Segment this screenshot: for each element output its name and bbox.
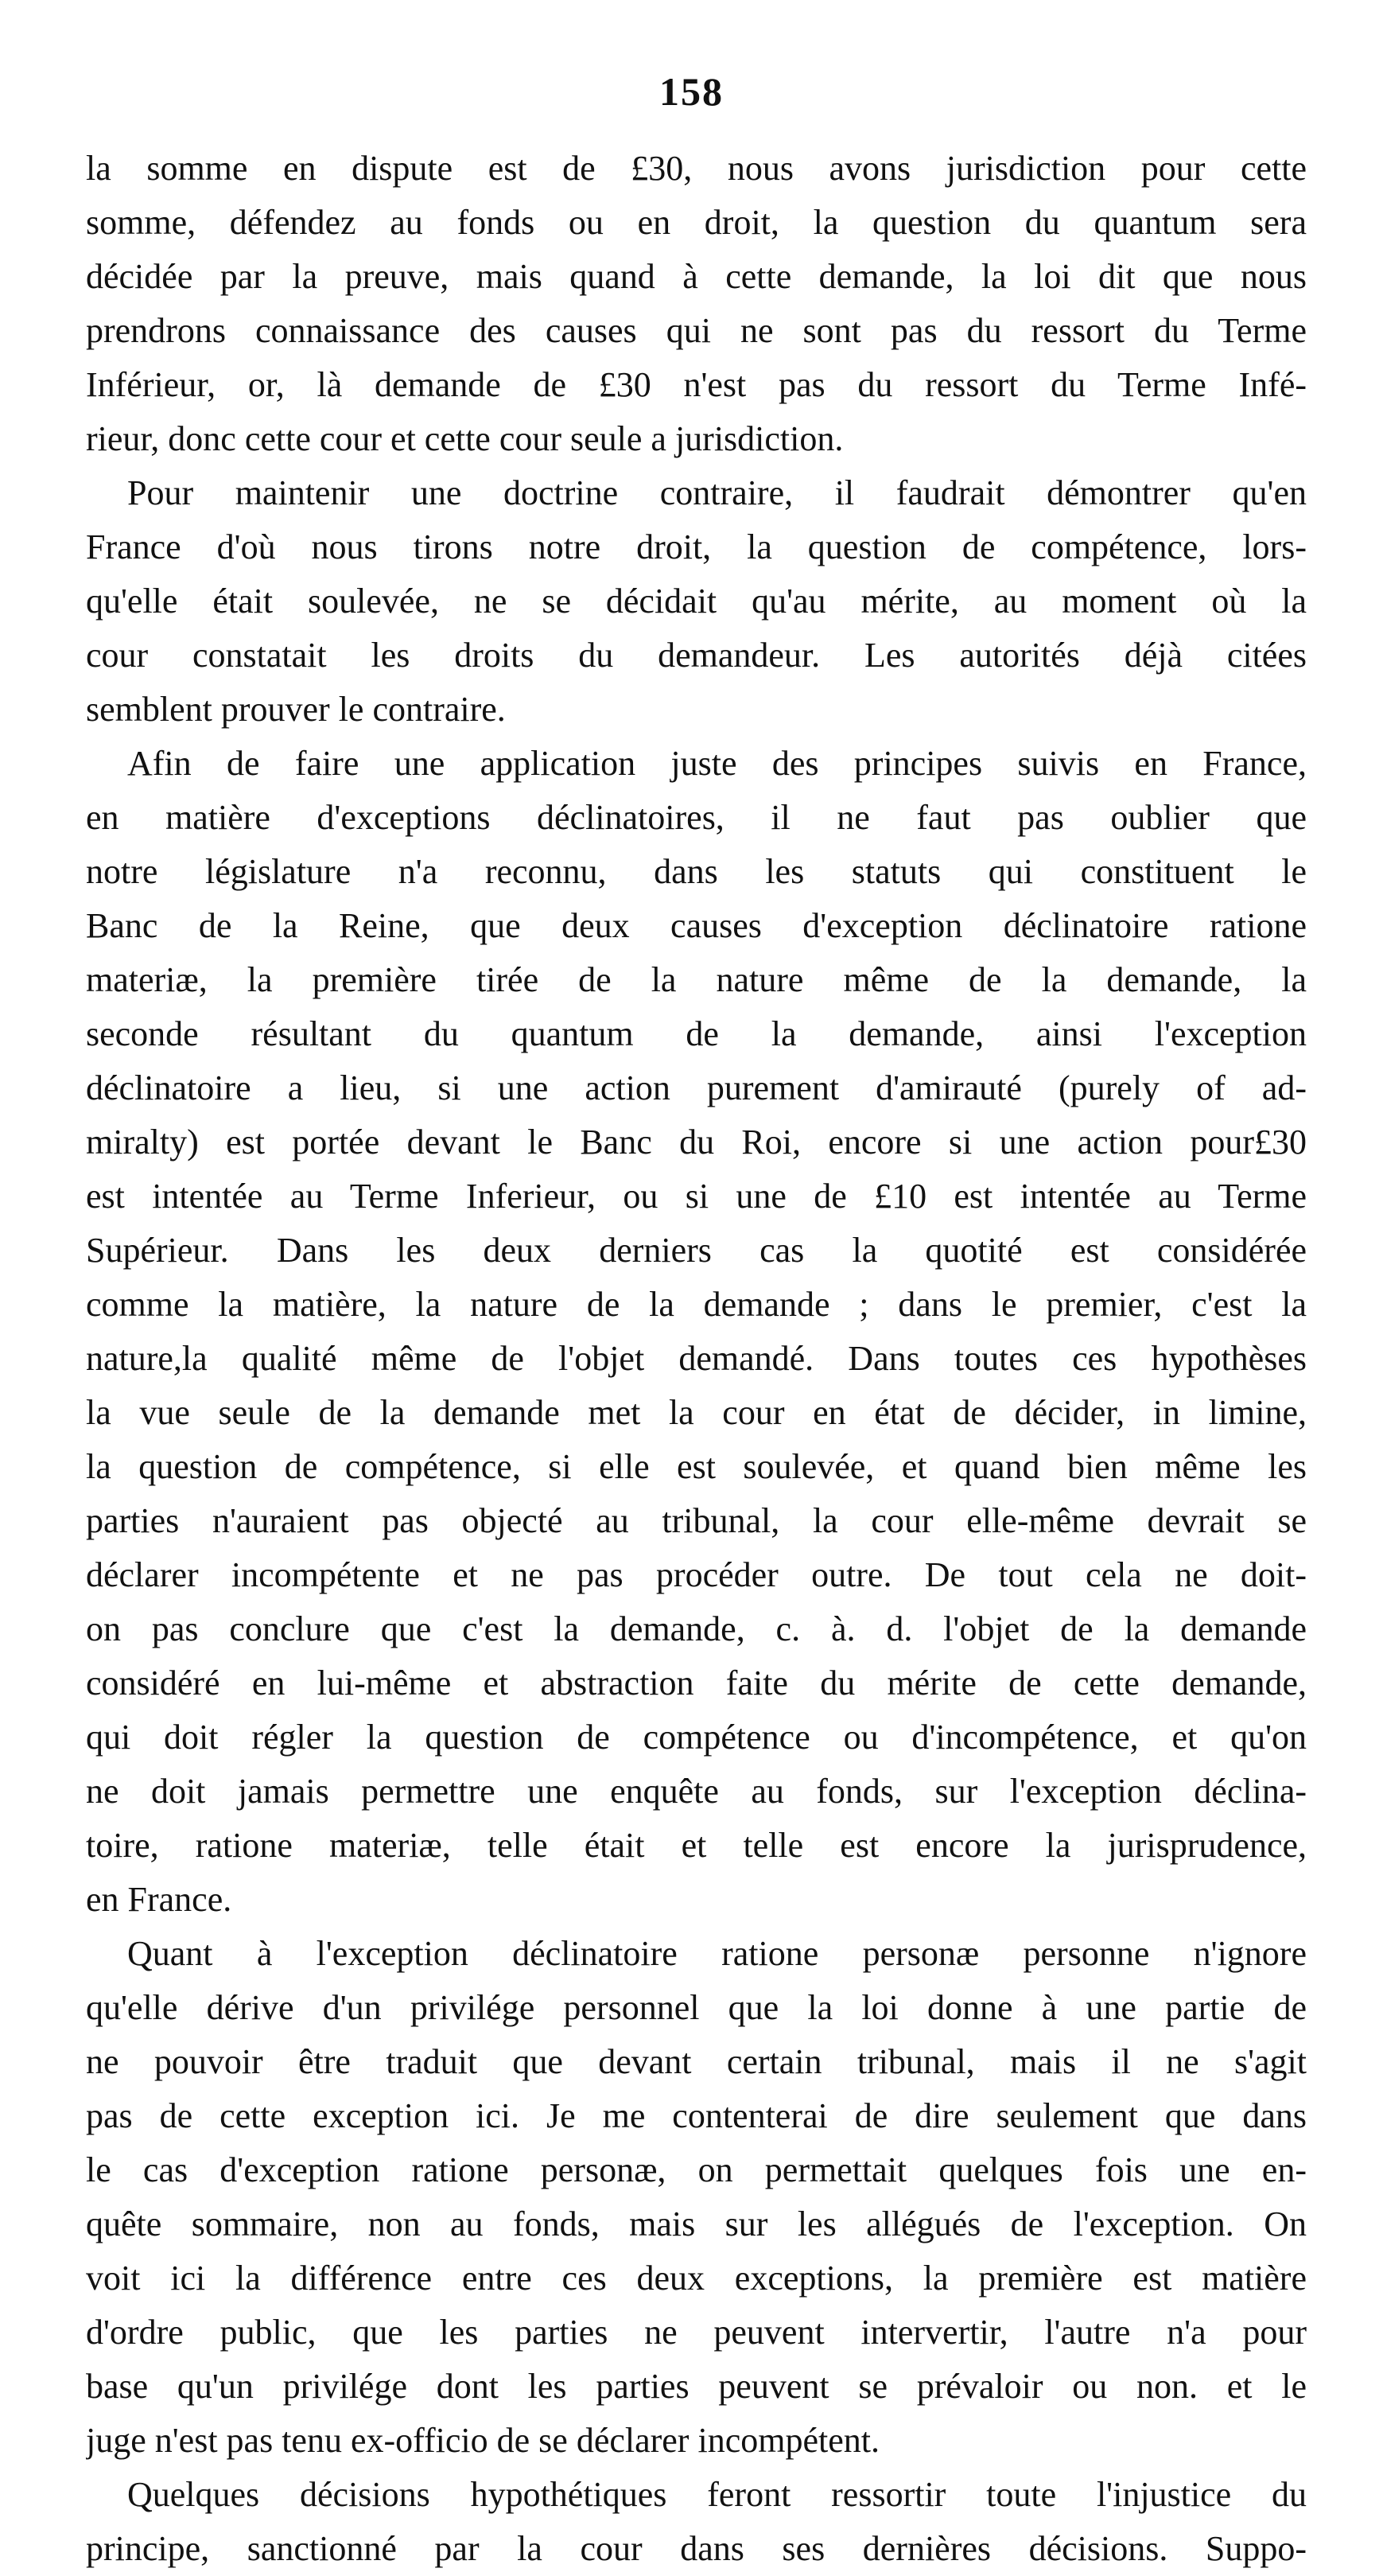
text-line: cour constatait les droits du demandeur. Les autorités déjà citées	[86, 636, 1307, 675]
text-line: juge n'est pas tenu ex-officio de se déclarer incompétent.	[86, 2421, 880, 2460]
text-line: semblent prouver le contraire.	[86, 690, 506, 729]
text-line: Inférieur, or, là demande de £30 n'est pas du ressort du Terme Infé-	[86, 365, 1307, 404]
text-line: la somme en dispute est de £30, nous avons jurisdiction pour cette	[86, 149, 1307, 188]
text-line: Afin de faire une application juste des principes suivis en France,	[127, 744, 1307, 783]
text-line: ne pouvoir être traduit que devant certain tribunal, mais il ne s'agit	[86, 2042, 1307, 2081]
text-line: est intentée au Terme Inferieur, ou si une de £10 est intentée au Terme	[86, 1177, 1307, 1216]
text-line: prendrons connaissance des causes qui ne sont pas du ressort du Terme	[86, 311, 1307, 350]
text-line: notre législature n'a reconnu, dans les statuts qui constituent le	[86, 852, 1307, 891]
text-line: en France.	[86, 1880, 232, 1919]
text-line: rieur, donc cette cour et cette cour seule a jurisdiction.	[86, 419, 844, 458]
text-line: seconde résultant du quantum de la demande, ainsi l'exception	[86, 1014, 1307, 1053]
text-line: voit ici la différence entre ces deux exceptions, la première est matière	[86, 2259, 1307, 2298]
text-line: on pas conclure que c'est la demande, c. à. d. l'objet de la demande	[86, 1609, 1307, 1648]
text-line: miralty) est portée devant le Banc du Roi, encore si une action pour£30	[86, 1123, 1307, 1162]
text-line: toire, ratione materiæ, telle était et telle est encore la jurisprudence,	[86, 1826, 1307, 1865]
text-line: qui doit régler la question de compétence ou d'incompétence, et qu'on	[86, 1718, 1307, 1757]
text-line: déclarer incompétente et ne pas procéder outre. De tout cela ne doit-	[86, 1555, 1307, 1594]
text-line: nature,la qualité même de l'objet demandé. Dans toutes ces hypothèses	[86, 1339, 1307, 1378]
text-line: ne doit jamais permettre une enquête au fonds, sur l'exception déclina-	[86, 1772, 1307, 1811]
text-line: principe, sanctionné par la cour dans ses dernières décisions. Suppo-	[86, 2529, 1307, 2568]
text-line: quête sommaire, non au fonds, mais sur les allégués de l'exception. On	[86, 2204, 1307, 2243]
text-line: la vue seule de la demande met la cour en état de décider, in limine,	[86, 1393, 1307, 1432]
text-line: comme la matière, la nature de la demande ; dans le premier, c'est la	[86, 1285, 1307, 1324]
text-line: Quant à l'exception déclinatoire ratione personæ personne n'ignore	[127, 1934, 1307, 1973]
text-line: Banc de la Reine, que deux causes d'exception déclinatoire ratione	[86, 906, 1307, 945]
text-line: considéré en lui-même et abstraction faite du mérite de cette demande,	[86, 1664, 1307, 1702]
text-line: qu'elle était soulevée, ne se décidait qu'au mérite, au moment où la	[86, 582, 1307, 621]
text-line: parties n'auraient pas objecté au tribunal, la cour elle-même devrait se	[86, 1501, 1307, 1540]
text-line: Quelques décisions hypothétiques feront ressortir toute l'injustice du	[127, 2475, 1307, 2514]
text-line: déclinatoire a lieu, si une action purement d'amirauté (purely of ad-	[86, 1068, 1307, 1107]
page-number: 158	[659, 69, 724, 114]
text-line: France d'où nous tirons notre droit, la question de compétence, lors-	[86, 527, 1307, 566]
text-line: le cas d'exception ratione personæ, on permettait quelques fois une en-	[86, 2150, 1307, 2189]
text-line: d'ordre public, que les parties ne peuvent intervertir, l'autre n'a pour	[86, 2313, 1307, 2352]
text-line: la question de compétence, si elle est soulevée, et quand bien même les	[86, 1447, 1307, 1486]
text-line: Supérieur. Dans les deux derniers cas la quotité est considérée	[86, 1231, 1307, 1270]
text-line: somme, défendez au fonds ou en droit, la question du quantum sera	[86, 203, 1307, 242]
text-line: décidée par la preuve, mais quand à cette demande, la loi dit que nous	[86, 257, 1307, 296]
text-line: pas de cette exception ici. Je me contenterai de dire seulement que dans	[86, 2096, 1307, 2135]
text-line: base qu'un privilége dont les parties peuvent se prévaloir ou non. et le	[86, 2367, 1307, 2406]
text-line: en matière d'exceptions déclinatoires, il ne faut pas oublier que	[86, 798, 1307, 837]
text-line: materiæ, la première tirée de la nature même de la demande, la	[86, 960, 1307, 999]
text-line: Pour maintenir une doctrine contraire, il faudrait démontrer qu'en	[127, 473, 1307, 512]
text-line: qu'elle dérive d'un privilége personnel que la loi donne à une partie de	[86, 1988, 1307, 2027]
body-text	[86, 142, 1307, 2576]
